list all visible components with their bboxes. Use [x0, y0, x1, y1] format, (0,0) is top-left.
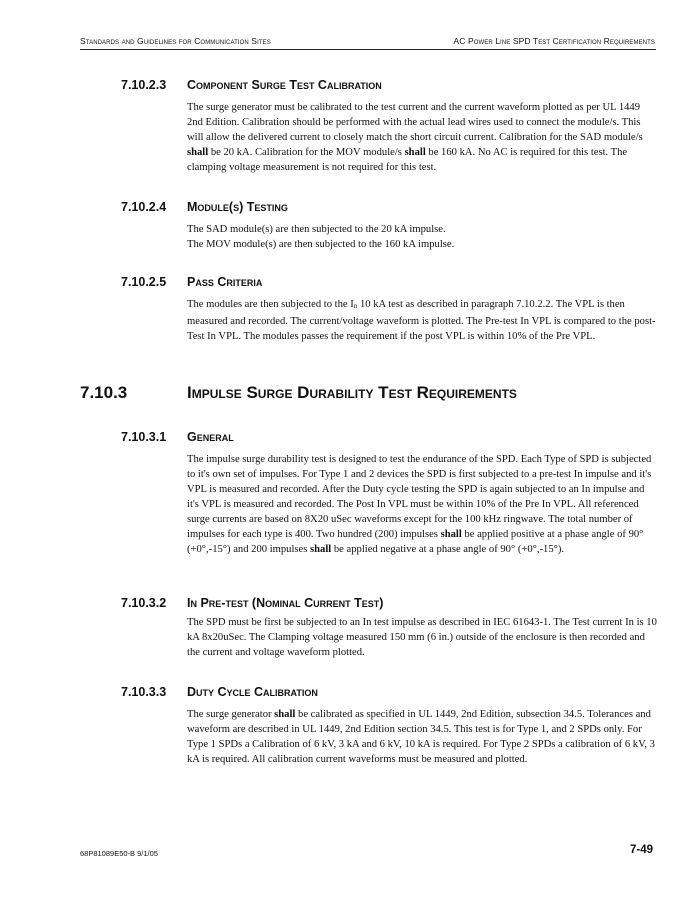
running-header-left: Standards and Guidelines for Communication Sites [80, 36, 271, 46]
section-number: 7.10.3.3 [121, 685, 167, 699]
heading-7-10-2-3 [0, 78, 695, 94]
heading-7-10-3 [0, 383, 695, 405]
section-number: 7.10.3.2 [121, 596, 167, 610]
paragraph-pass-criteria: The modules are then subjected to the $I_n$ 10 kA test as described in paragraph 7.10.2.2. The VPL is then measured and recorded. The current/voltage waveform is plotted. The Pre-test In VPL is compared to the post-Test In VPL. The modules passes the requirement if the post VPL is within 10% of the Pre VPL. [187, 299, 656, 342]
section-number: 7.10.2.3 [121, 78, 167, 92]
section-title: In Pre-test (Nominal Current Test) [187, 596, 384, 610]
section-title: Module(s) Testing [187, 200, 288, 214]
footer-page-number: 7-49 [629, 844, 653, 856]
section-title: General [187, 430, 234, 444]
heading-7-10-2-4 [0, 200, 695, 216]
paragraph-module-testing: The SAD module(s) are then subjected to the 20 kA impulse. The MOV module(s) are then subjected to the 160 kA impulse. [187, 224, 455, 250]
section-number: 7.10.3.1 [121, 430, 167, 444]
section-number: 7.10.3 [80, 383, 128, 402]
header-divider [80, 49, 656, 50]
paragraph-in-pretest: The SPD must be first be subjected to an In test impulse as described in IEC 61643-1. The Test current In is 10 kA 8x20uSec. The Clamping voltage measured 150 mm (6 in.) outside of the enclosure is then recorded and the current and voltage waveform plotted. [187, 617, 657, 658]
footer-document-id: 68P81089E50-B 9/1/05 [80, 849, 158, 858]
section-number: 7.10.2.4 [121, 200, 167, 214]
running-header-right: AC Power Line SPD Test Certification Requirements [453, 36, 655, 46]
section-number: 7.10.2.5 [121, 275, 167, 289]
section-title: Impulse Surge Durability Test Requirements [187, 383, 517, 402]
heading-7-10-2-5 [0, 275, 695, 291]
paragraph-component-surge-calibration: The surge generator must be calibrated to the test current and the current waveform plotted as per UL 1449 2nd Edition. Calibration should be performed with the actual lead wires used to connect the module/s. This will allow the delivered current to closely match the short circuit current. Calibration for the SAD module/s shall be 20 kA. Calibration for the MOV module/s shall be 160 kA. No AC is required for this test. The clamping voltage measurement is not required for this test. [187, 102, 643, 173]
section-title: Duty Cycle Calibration [187, 685, 318, 699]
paragraph-general: The impulse surge durability test is designed to test the endurance of the SPD. Each Type of SPD is subjected to it's own set of impulses. For Type 1 and 2 devices the SPD is first subjected to a pre-test In impulse and it's VPL is measured and recorded. After the Duty cycle testing the SPD is again subjected to an In impulse and it's VPL is measured and recorded. The Post In VPL must be within 10% of the Pre In VPL. All referenced surge currents are based on 8X20 uSec waveforms except for the 100 kHz ringwave. The total number of impulses for each type is 400. Two hundred (200) impulses shall be applied positive at a phase angle of 90° (+0°,-15°) and 200 impulses shall be applied negative at a phase angle of 90° (+0°,-15°). [187, 454, 652, 555]
heading-7-10-3-1 [0, 430, 695, 446]
heading-7-10-3-2 [0, 596, 695, 612]
heading-7-10-3-3 [0, 685, 695, 701]
paragraph-duty-cycle-calibration: The surge generator shall be calibrated as specified in UL 1449, 2nd Edition, subsection 34.5. Tolerances and waveform are described in UL 1449, 2nd Edition section 34.5. This test is for Type 1, and 2 SPDs only. For Type 1 SPDs a Calibration of 6 kV, 3 kA and 6 kV, 10 kA is required. For Type 2 SPDs a calibration of 6 kV, 3 kA is required. All calibration current waveforms must be measured and plotted. [187, 709, 655, 765]
section-title: Component Surge Test Calibration [187, 78, 382, 92]
section-title: Pass Criteria [187, 275, 263, 289]
